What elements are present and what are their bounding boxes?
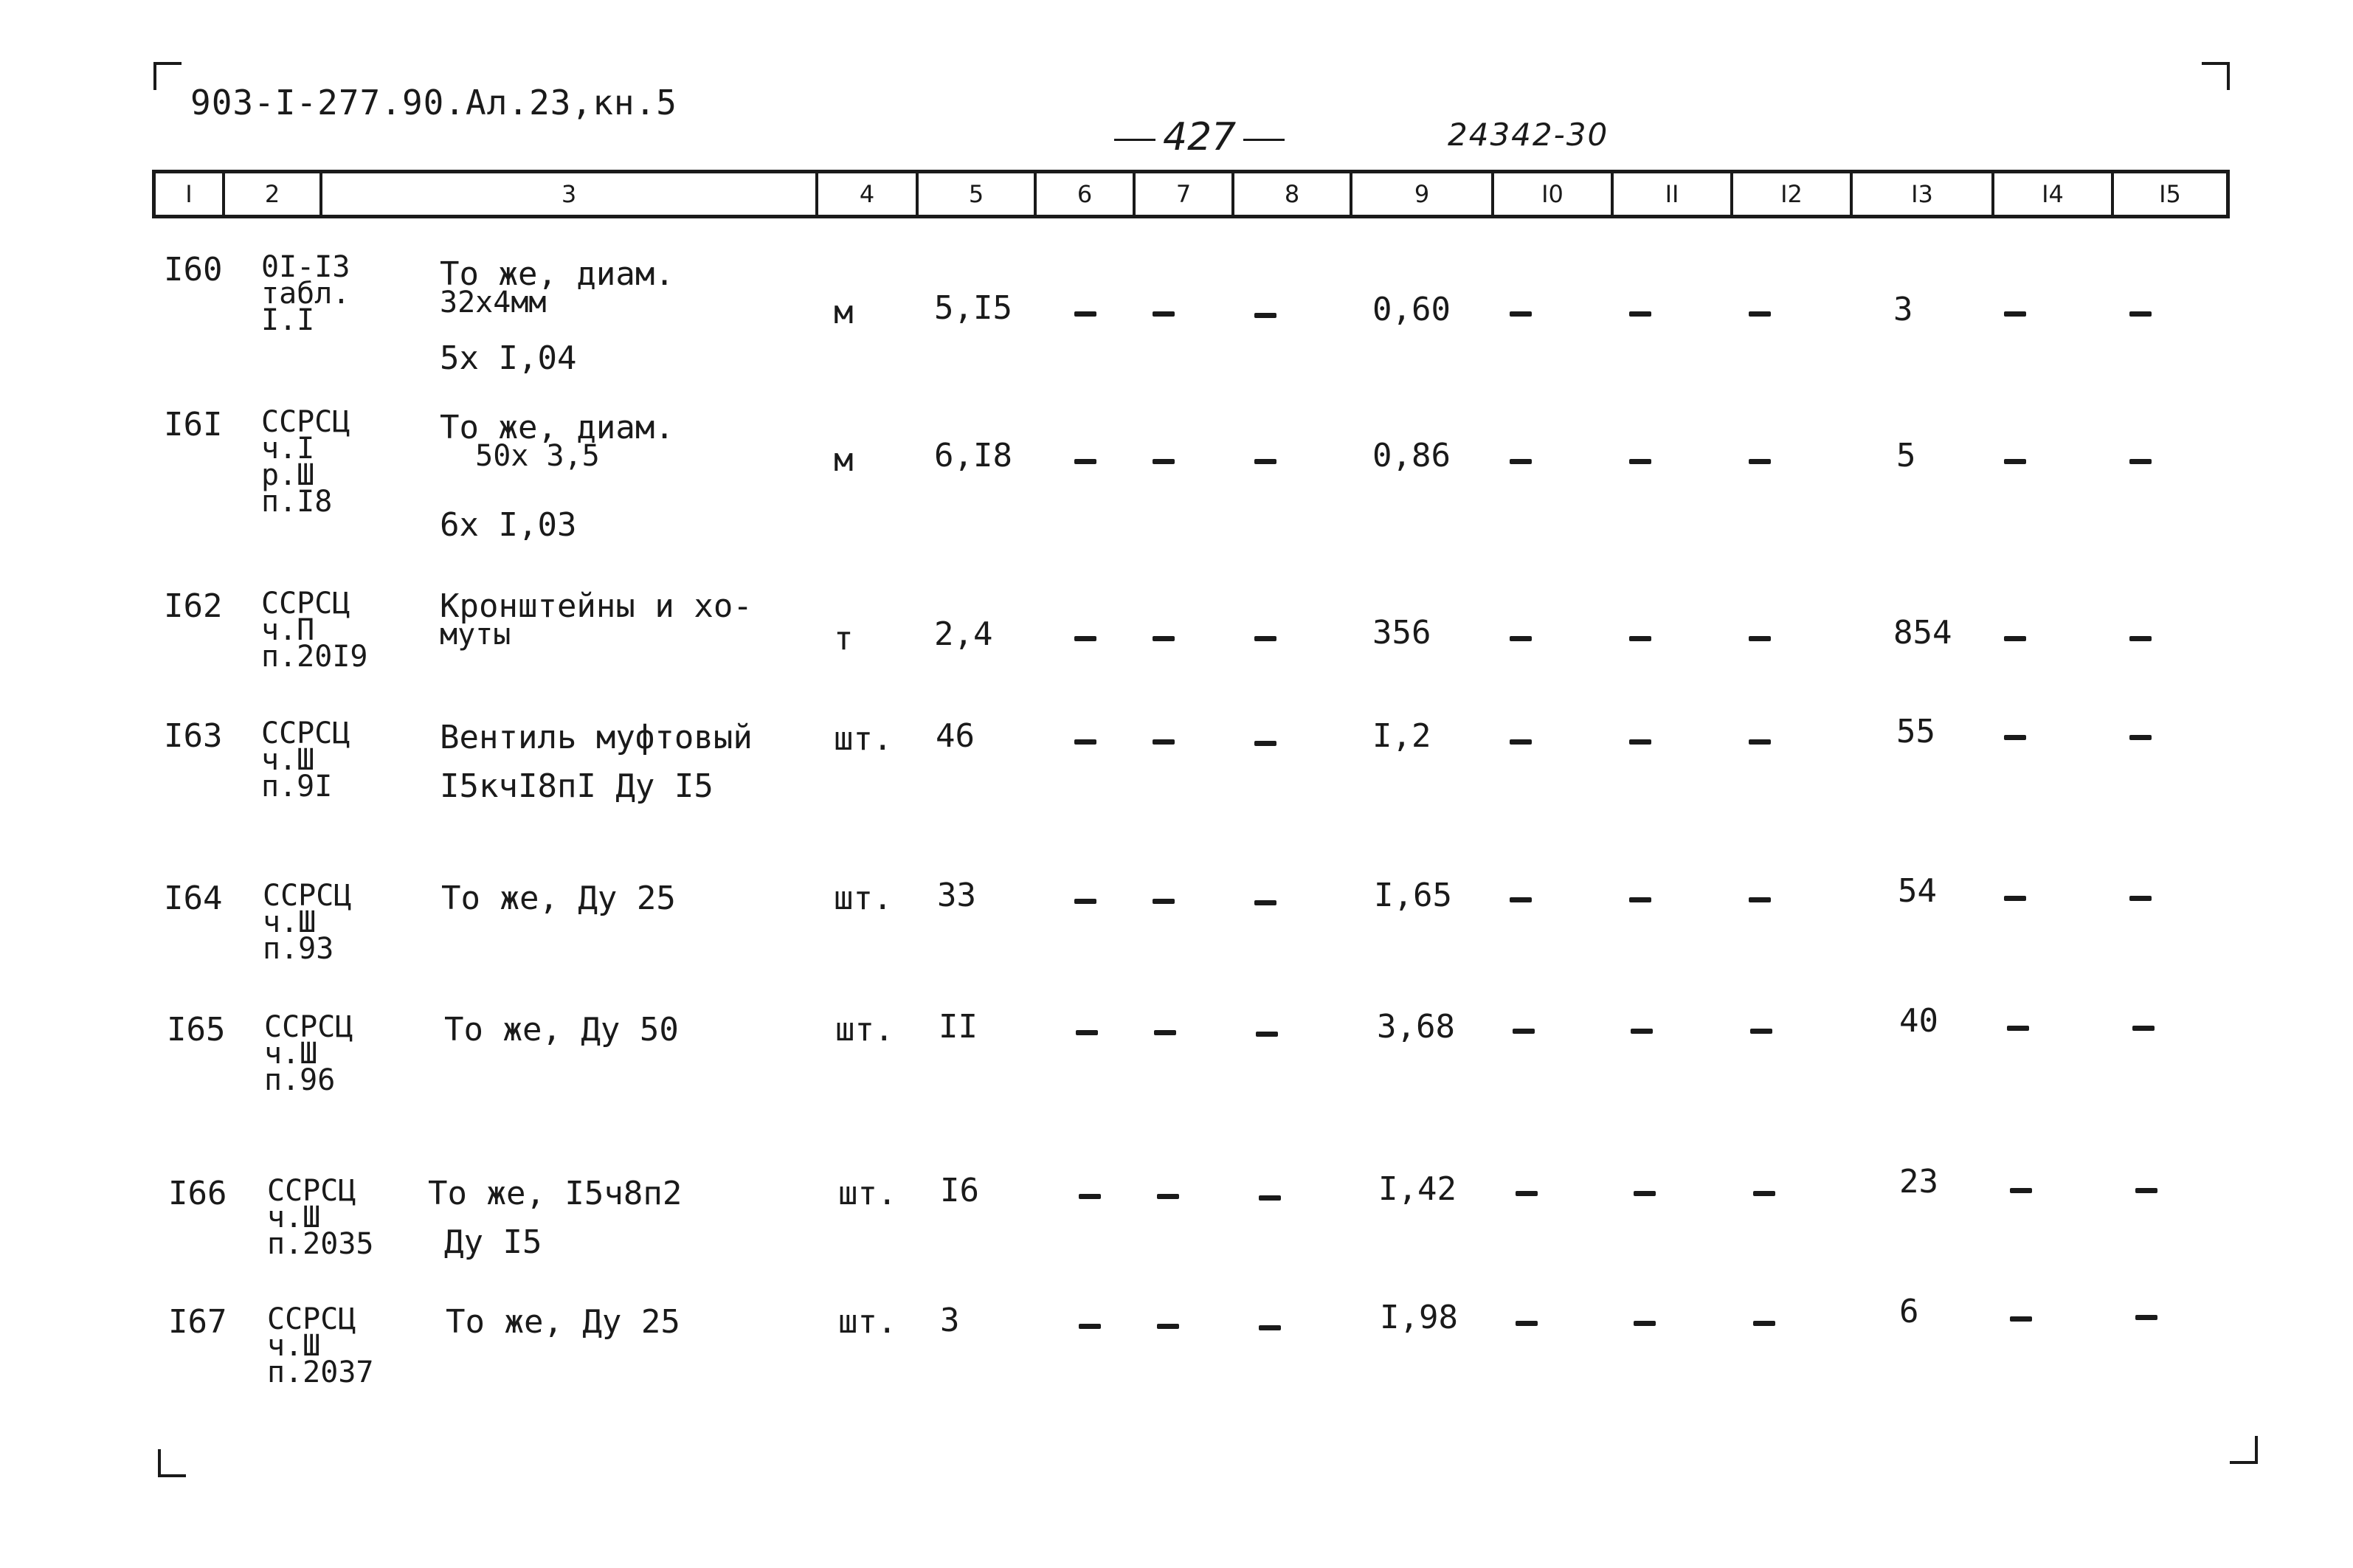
empty-dash [1256, 1032, 1278, 1037]
reference-line: ч.Ш [261, 743, 315, 777]
column-header-11: II [1611, 173, 1730, 215]
reference-line: ч.Ш [264, 1037, 318, 1071]
empty-dash [1510, 459, 1532, 464]
column-13-value: 3 [1893, 291, 1913, 328]
empty-dash [2007, 1026, 2029, 1031]
corner-mark-bottom-right [2230, 1436, 2258, 1464]
empty-dash [1629, 636, 1651, 641]
empty-dash [1749, 311, 1771, 317]
column-header-1: I [185, 180, 193, 208]
empty-dash [1749, 459, 1771, 464]
column-9-value: I,42 [1378, 1170, 1457, 1208]
reference-line: ССРСЦ [261, 716, 350, 750]
unit: шт. [835, 1011, 894, 1049]
reference-line: ССРСЦ [267, 1302, 356, 1336]
empty-dash [2129, 311, 2152, 317]
quantity: 5,I5 [934, 289, 1012, 327]
reference-line: ССРСЦ [267, 1174, 356, 1208]
column-header-10: I0 [1491, 173, 1611, 215]
reference-line: ч.Ш [267, 1329, 321, 1363]
empty-dash [1074, 739, 1096, 745]
column-header-7: 7 [1133, 173, 1231, 215]
reference-line: п.2035 [267, 1227, 374, 1261]
empty-dash [2010, 1316, 2032, 1322]
empty-dash [2129, 735, 2152, 740]
empty-dash [1074, 636, 1096, 641]
empty-dash [1510, 636, 1532, 641]
empty-dash [1154, 1030, 1176, 1035]
empty-dash [1157, 1324, 1179, 1329]
empty-dash [1254, 636, 1276, 641]
empty-dash [1634, 1321, 1656, 1326]
column-header-6: 6 [1034, 173, 1133, 215]
empty-dash [1510, 739, 1532, 745]
table-header-row [152, 170, 2230, 218]
reference-line: ч.П [261, 613, 315, 647]
quantity: 33 [937, 877, 976, 914]
empty-dash [1254, 313, 1276, 318]
reference-line: п.20I9 [261, 640, 368, 674]
column-header-3: 3 [319, 173, 815, 215]
quantity: 3 [940, 1302, 960, 1339]
quantity: I6 [940, 1172, 979, 1209]
empty-dash [1629, 739, 1651, 745]
empty-dash [1516, 1321, 1538, 1326]
empty-dash [2129, 636, 2152, 641]
empty-dash [1510, 311, 1532, 317]
empty-dash [1254, 741, 1276, 746]
reference-line: п.I8 [261, 485, 333, 519]
empty-dash [1153, 636, 1175, 641]
row-number: I64 [164, 880, 223, 917]
empty-dash [1749, 897, 1771, 902]
empty-dash [1074, 459, 1096, 464]
empty-dash [1157, 1194, 1179, 1199]
empty-dash [1254, 459, 1276, 464]
column-9-value: 3,68 [1377, 1008, 1455, 1046]
quantity: 6,I8 [934, 437, 1012, 474]
empty-dash [1634, 1191, 1656, 1196]
row-number: I67 [168, 1303, 227, 1341]
empty-dash [1079, 1324, 1101, 1329]
empty-dash [1516, 1191, 1538, 1196]
empty-dash [2010, 1188, 2032, 1193]
empty-dash [1074, 899, 1096, 904]
empty-dash [2004, 896, 2026, 901]
row-number: I60 [164, 251, 223, 289]
unit: м [834, 294, 854, 331]
empty-dash [1153, 899, 1175, 904]
unit: м [834, 441, 854, 479]
empty-dash [1259, 1325, 1281, 1330]
empty-dash [1750, 1029, 1772, 1034]
empty-dash [1513, 1029, 1535, 1034]
description-line: То же, I5ч8п2 [428, 1175, 683, 1212]
empty-dash [1753, 1321, 1775, 1326]
empty-dash [1153, 739, 1175, 745]
column-9-value: I,98 [1380, 1299, 1458, 1336]
empty-dash [1631, 1029, 1653, 1034]
reference-line: ССРСЦ [264, 1010, 353, 1044]
description-line: То же, Ду 50 [444, 1011, 679, 1049]
description-line: То же, диам. [440, 409, 674, 446]
column-header-13: I3 [1850, 173, 1991, 215]
empty-dash [1153, 311, 1175, 317]
description-line: То же, Ду 25 [441, 880, 676, 917]
row-number: I66 [168, 1175, 227, 1212]
row-number: I65 [167, 1011, 226, 1049]
reference-line: табл. [261, 277, 350, 311]
unit: шт. [834, 880, 893, 917]
reference-line: р.Ш [261, 458, 315, 492]
corner-mark-bottom-left [158, 1449, 186, 1477]
description-line: Кронштейны и хо- [440, 587, 753, 625]
column-header-15: I5 [2111, 173, 2226, 215]
empty-dash [1510, 897, 1532, 902]
column-header-5: 5 [916, 173, 1034, 215]
sheet-code: 24342-30 [1448, 117, 1609, 153]
empty-dash [1254, 900, 1276, 905]
reference-line: 0I-I3 [261, 250, 350, 284]
unit: шт. [834, 720, 893, 758]
column-header-8: 8 [1231, 173, 1350, 215]
column-9-value: 0,60 [1372, 291, 1451, 328]
empty-dash [1629, 311, 1651, 317]
reference-line: п.96 [264, 1063, 336, 1097]
empty-dash [2004, 636, 2026, 641]
column-13-value: 40 [1899, 1002, 1938, 1040]
calculation-note: I5кчI8пI Ду I5 [440, 767, 713, 805]
reference-line: ССРСЦ [261, 587, 350, 621]
empty-dash [2132, 1026, 2155, 1031]
reference-line: ч.I [261, 432, 315, 466]
calculation-note: 6х I,03 [440, 506, 577, 544]
description-line: 32х4мм [440, 286, 547, 320]
description-line: 50х 3,5 [440, 439, 600, 473]
unit: шт. [838, 1303, 897, 1341]
empty-dash [2004, 459, 2026, 464]
description-line: Вентиль муфтовый [440, 719, 753, 756]
description-line: То же, диам. [440, 255, 674, 293]
empty-dash [1629, 459, 1651, 464]
column-13-value: 6 [1899, 1293, 1919, 1330]
reference-line: п.2037 [267, 1355, 374, 1389]
empty-dash [2129, 896, 2152, 901]
row-number: I62 [164, 587, 223, 625]
empty-dash [1079, 1194, 1101, 1199]
empty-dash [2129, 459, 2152, 464]
quantity: II [939, 1008, 978, 1046]
reference-line: ч.Ш [263, 905, 317, 939]
empty-dash [1749, 739, 1771, 745]
column-9-value: 356 [1372, 614, 1431, 652]
empty-dash [1076, 1030, 1098, 1035]
empty-dash [2135, 1188, 2157, 1193]
row-number: I63 [164, 717, 223, 755]
column-9-value: I,2 [1372, 717, 1431, 755]
empty-dash [1153, 459, 1175, 464]
column-header-4: 4 [815, 173, 916, 215]
reference-line: ССРСЦ [263, 879, 352, 913]
column-9-value: 0,86 [1372, 437, 1451, 474]
reference-line: I.I [261, 303, 315, 337]
column-header-12: I2 [1730, 173, 1850, 215]
empty-dash [1629, 897, 1651, 902]
description-line: То же, Ду 25 [446, 1303, 680, 1341]
empty-dash [1749, 636, 1771, 641]
column-13-value: 55 [1896, 713, 1935, 750]
reference-line: ч.Ш [267, 1201, 321, 1234]
empty-dash [1074, 311, 1096, 317]
calculation-note: Ду I5 [444, 1223, 542, 1261]
quantity: 46 [936, 717, 975, 755]
reference-line: п.93 [263, 932, 334, 966]
empty-dash [2135, 1315, 2157, 1320]
column-13-value: 54 [1898, 872, 1937, 910]
column-header-2: 2 [222, 173, 319, 215]
column-13-value: 854 [1893, 614, 1952, 652]
page-number [1107, 115, 1292, 159]
unit: шт. [838, 1175, 897, 1212]
column-header-9: 9 [1350, 173, 1491, 215]
column-13-value: 23 [1899, 1163, 1938, 1201]
document-code: 903-I-277.90.Ал.23,кн.5 [190, 83, 677, 122]
column-9-value: I,65 [1374, 877, 1452, 914]
description-line: муты [440, 618, 511, 652]
column-header-14: I4 [1991, 173, 2111, 215]
page-number-value: 427 [1163, 115, 1237, 159]
corner-mark-top-right [2202, 62, 2230, 90]
reference-line: п.9I [261, 770, 333, 804]
unit: т [834, 620, 854, 657]
empty-dash [2004, 735, 2026, 740]
empty-dash [1259, 1195, 1281, 1201]
column-13-value: 5 [1896, 437, 1916, 474]
reference-line: ССРСЦ [261, 405, 350, 439]
empty-dash [2004, 311, 2026, 317]
empty-dash [1753, 1191, 1775, 1196]
calculation-note: 5х I,04 [440, 339, 577, 377]
quantity: 2,4 [934, 615, 993, 653]
row-number: I6I [164, 406, 223, 443]
corner-mark-top-left [153, 62, 182, 90]
